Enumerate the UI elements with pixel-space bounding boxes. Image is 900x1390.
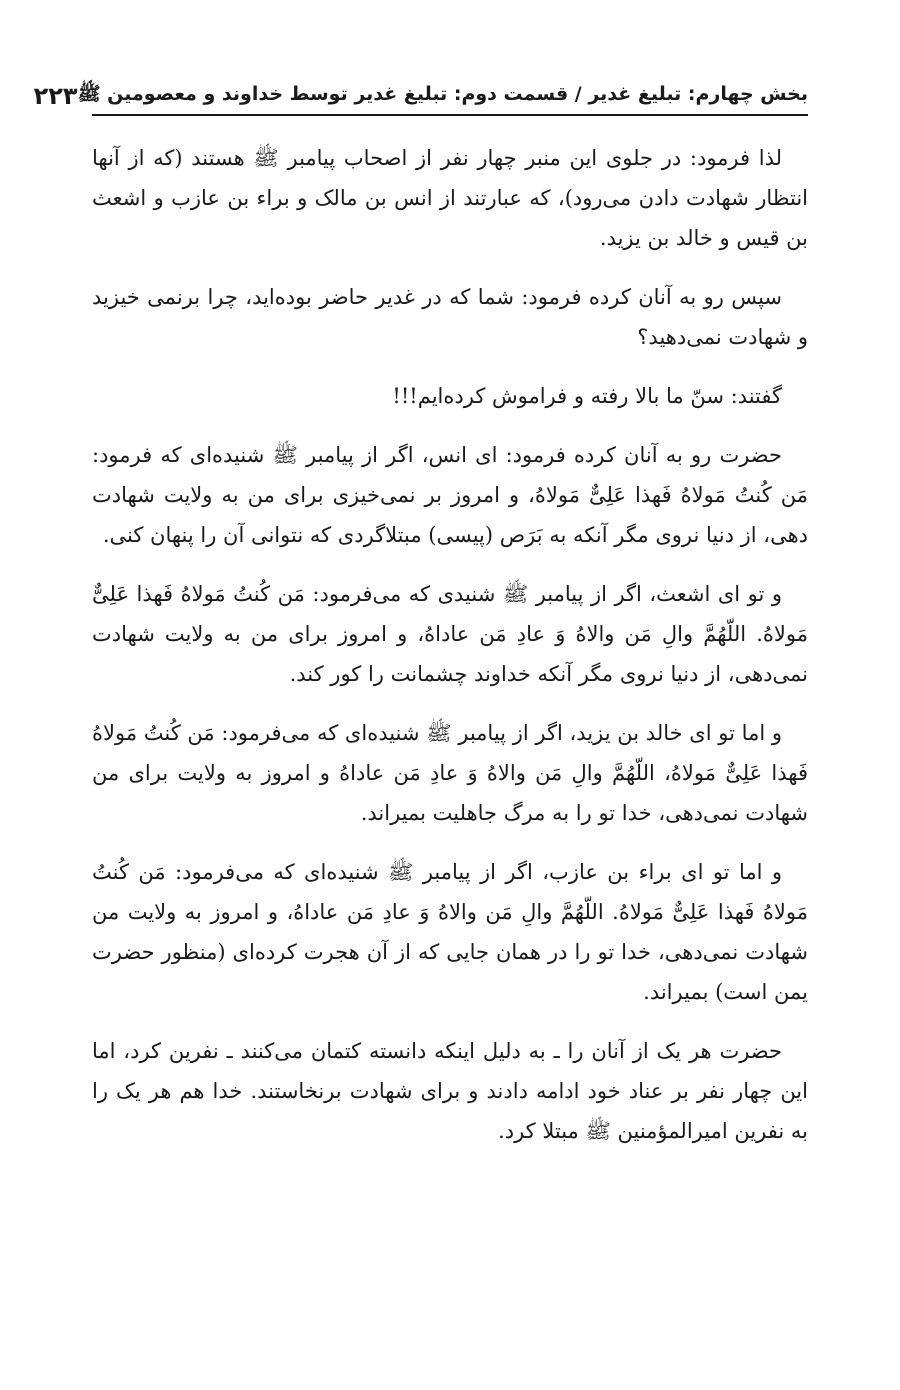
running-header (33, 60, 808, 116)
paragraph: سپس رو به آنان کرده فرمود: شما که در غدیر حاضر بوده‌اید، چرا برنمی خیزید و شهادت نمی‌دهید؟ (92, 285, 808, 349)
paragraph: لذا فرمود: در جلوی این منبر چهار نفر از اصحاب پیامبر ﷺ هستند (که از آنها انتظار شهادت دادن می‌رود)، که عبارتند از انس بن مالک و براء بن عازب و اشعث بن قیس و خالد بن یزید. (92, 146, 808, 250)
paragraph: و اما تو ای خالد بن یزید، اگر از پیامبر ﷺ شنیده‌ای که می‌فرمود: مَن کُنتُ مَولاهُ فَهذا عَلِیٌّ مَولاهُ، اللّهُمَّ والِ مَن والاهُ وَ عادِ مَن عاداهُ و امروز به ولایت برای من شهادت نمی‌دهی، خدا تو را به مرگ جاهلیت بمیراند. (92, 721, 808, 825)
running-title: بخش چهارم: تبلیغ غدیر / قسمت دوم: تبلیغ غدیر توسط خداوند و معصومین ﷺ (77, 83, 808, 105)
book-page (33, 60, 808, 1170)
body-text (92, 138, 808, 1151)
paragraph: حضرت هر یک از آنان را ـ به دلیل اینکه دانسته کتمان می‌کنند ـ نفرین کرد، اما این چهار نفر بر عناد خود ادامه دادند و برای شهادت برنخاستند. خدا هم هر یک را به نفرین امیرالمؤمنین ﷺ مبتلا کرد. (92, 1039, 808, 1143)
paragraph: و اما تو ای براء بن عازب، اگر از پیامبر ﷺ شنیده‌ای که می‌فرمود: مَن کُنتُ مَولاهُ فَهذا عَلِیٌّ مَولاهُ. اللّهُمَّ والِ مَن والاهُ وَ عادِ مَن عاداهُ، و امروز به ولایت من شهادت نمی‌دهی، خدا تو را در همان جایی که از آن هجرت کرده‌ای (منظور حضرت یمن است) بمیراند. (92, 860, 808, 1004)
page-number: ۲۲۳ (33, 82, 78, 110)
paragraph: گفتند: سنّ ما بالا رفته و فراموش کرده‌ایم!!! (392, 384, 782, 408)
paragraph: حضرت رو به آنان کرده فرمود: ای انس، اگر از پیامبر ﷺ شنیده‌ای که فرمود: مَن کُنتُ مَولاهُ فَهذا عَلِیٌّ مَولاهُ، و امروز بر نمی‌خیزی برای من به ولایت شهادت دهی، از دنیا نروی مگر آنکه به بَرَص (پیسی) مبتلاگردی که نتوانی آن را پنهان کنی. (92, 443, 808, 547)
paragraph: و تو ای اشعث، اگر از پیامبر ﷺ شنیدی که می‌فرمود: مَن کُنتُ مَولاهُ فَهذا عَلِیٌّ مَولاهُ. اللّهُمَّ والِ مَن والاهُ وَ عادِ مَن عاداهُ، و امروز برای من به ولایت شهادت نمی‌دهی، از دنیا نروی مگر آنکه خداوند چشمانت را کور کند. (92, 582, 808, 686)
